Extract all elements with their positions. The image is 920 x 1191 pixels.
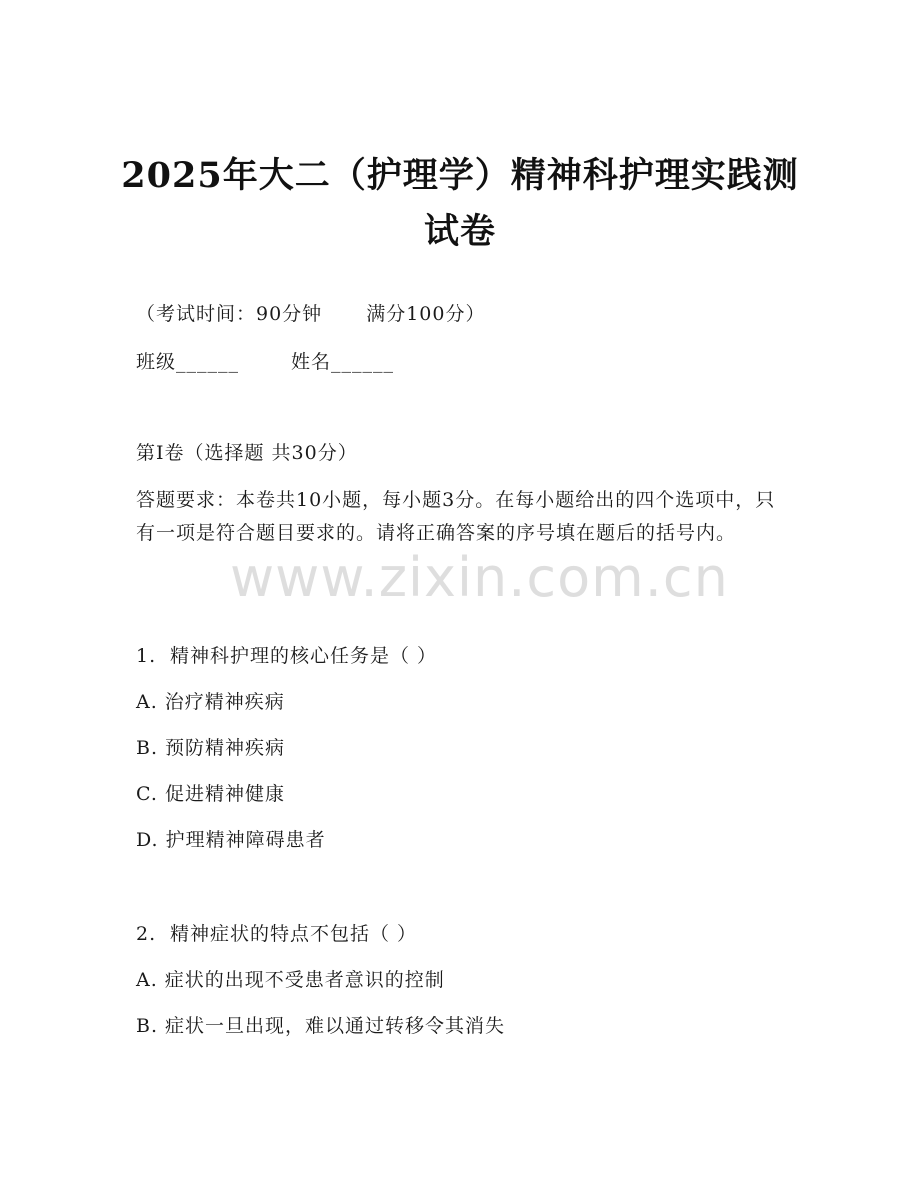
question-number: 2. bbox=[136, 923, 157, 945]
question-1-option-a: A. 治疗精神疾病 bbox=[136, 691, 285, 713]
exam-info bbox=[136, 302, 485, 326]
class-field: 班级______ bbox=[136, 351, 240, 373]
exam-score: 满分100分） bbox=[366, 303, 486, 325]
question-2-option-b: B. 症状一旦出现，难以通过转移令其消失 bbox=[136, 1015, 506, 1037]
watermark: www.zixin.com.cn bbox=[230, 546, 729, 609]
question-2-stem bbox=[136, 922, 417, 946]
document-title: 2025年大二（护理学）精神科护理实践测试卷 bbox=[121, 155, 799, 252]
student-info bbox=[136, 350, 394, 374]
question-2-option-a: A. 症状的出现不受患者意识的控制 bbox=[136, 969, 445, 991]
question-number: 1. bbox=[136, 645, 157, 667]
question-text: 精神科护理的核心任务是（ ） bbox=[170, 645, 438, 667]
question-1-stem bbox=[136, 644, 437, 668]
exam-time: （考试时间：90分钟 bbox=[136, 303, 323, 325]
name-field: 姓名______ bbox=[291, 351, 395, 373]
instructions: 答题要求：本卷共10小题，每小题3分。在每小题给出的四个选项中，只有一项是符合题目要求的。请将正确答案的序号填在题后的括号内。 bbox=[136, 489, 776, 544]
section-header: 第I卷（选择题 共30分） bbox=[136, 442, 358, 464]
question-text: 精神症状的特点不包括（ ） bbox=[170, 923, 418, 945]
question-1-option-c: C. 促进精神健康 bbox=[136, 783, 285, 805]
question-1-option-d: D. 护理精神障碍患者 bbox=[136, 829, 326, 851]
question-1-option-b: B. 预防精神疾病 bbox=[136, 737, 286, 759]
